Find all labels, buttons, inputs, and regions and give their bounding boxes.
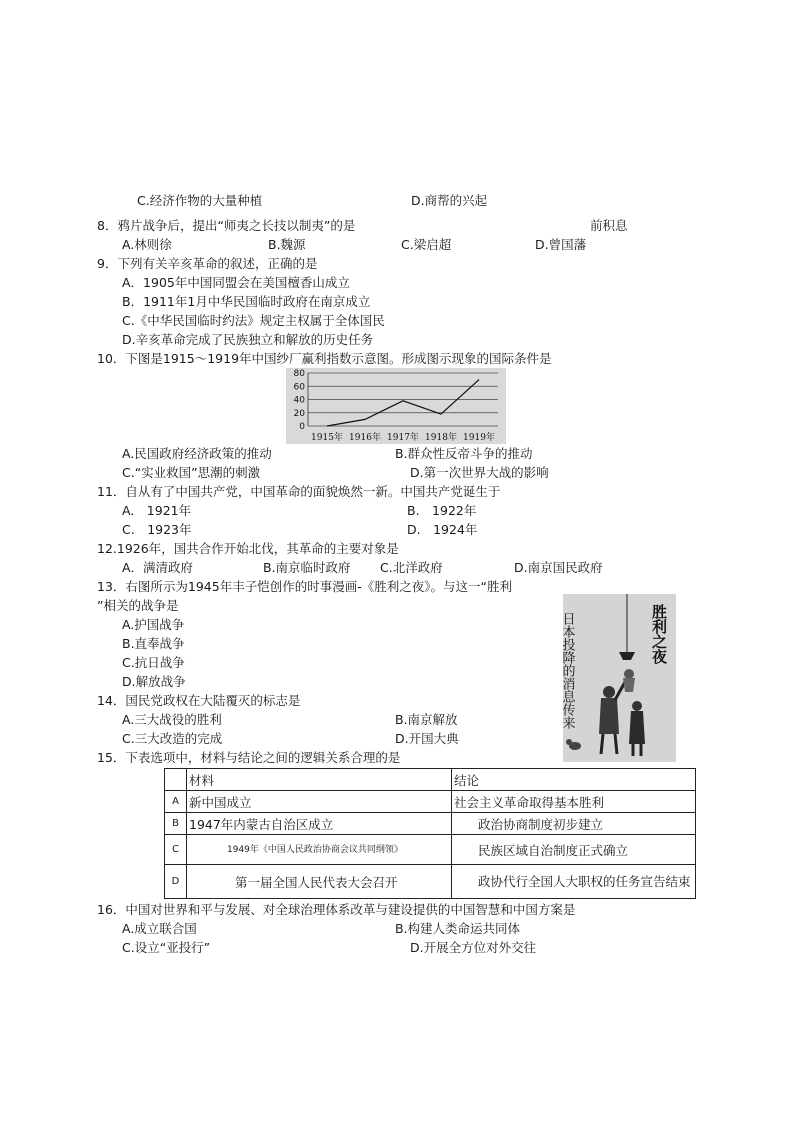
row-conclusion: 政协代行全国人大职权的任务宣告结束 — [452, 865, 696, 899]
q10-stem: 10．下图是1915～1919年中国纱厂赢利指数示意图。形成图示现象的国际条件是 — [97, 351, 552, 366]
q16-option-a: A.成立联合国 — [122, 921, 197, 936]
row-key: A — [165, 791, 187, 813]
q9-option-c: C.《中华民国临时约法》规定主权属于全体国民 — [122, 313, 385, 328]
cartoon-title: 胜利之夜 — [650, 604, 668, 664]
q9-option-d: D.辛亥革命完成了民族独立和解放的历史任务 — [122, 332, 374, 347]
y-tick-label: 60 — [293, 382, 305, 393]
q15-stem: 15．下表选项中，材料与结论之间的逻辑关系合理的是 — [97, 750, 401, 765]
q14-option-a: A.三大战役的胜利 — [122, 712, 222, 727]
row-key: D — [165, 865, 187, 899]
q8-option-b: B.魏源 — [268, 237, 306, 252]
x-tick-label: 1915年 — [311, 433, 343, 443]
q11-stem: 11．自从有了中国共产党，中国革命的面貌焕然一新。中国共产党诞生于 — [97, 484, 501, 499]
q13-option-c: C.抗日战争 — [122, 655, 185, 670]
x-tick-label: 1918年 — [425, 433, 457, 443]
q13-option-b: B.直奉战争 — [122, 636, 185, 651]
header-material: 材料 — [187, 769, 452, 791]
q16-option-b: B.构建人类命运共同体 — [395, 921, 521, 936]
q11-option-a: A. 1921年 — [122, 503, 192, 518]
q12-option-b: B.南京临时政府 — [263, 560, 351, 575]
q11-option-b: B. 1922年 — [407, 503, 477, 518]
row-material: 第一届全国人民代表大会召开 — [187, 865, 452, 899]
row-conclusion: 社会主义革命取得基本胜利 — [452, 791, 696, 813]
x-tick-label: 1917年 — [387, 433, 419, 443]
q8-option-d: D.曾国藩 — [535, 237, 587, 252]
q10-option-c: C.“实业救国”思潮的刺激 — [122, 465, 261, 480]
y-tick-label: 0 — [299, 422, 305, 432]
table-row — [165, 865, 696, 899]
q14-option-b: B.南京解放 — [395, 712, 458, 727]
x-tick-label: 1919年 — [463, 433, 495, 443]
q13-option-d: D.解放战争 — [122, 674, 186, 689]
q16-option-d: D.开展全方位对外交往 — [410, 940, 537, 955]
table-cell — [165, 769, 187, 791]
row-material: 1947年内蒙古自治区成立 — [187, 813, 452, 835]
q11-option-c: C. 1923年 — [122, 522, 192, 537]
q11-option-d: D. 1924年 — [407, 522, 478, 537]
q13-option-a: A.护国战争 — [122, 617, 185, 632]
q8-option-c: C.梁启超 — [401, 237, 452, 252]
row-material: 新中国成立 — [187, 791, 452, 813]
spinning-mill-profit-chart — [286, 368, 506, 444]
header-conclusion: 结论 — [452, 769, 696, 791]
table-row — [165, 791, 696, 813]
cartoon-caption: 日本投降的消息传来 — [559, 612, 575, 729]
q14-option-c: C.三大改造的完成 — [122, 731, 223, 746]
q9-option-a: A．1905年中国同盟会在美国檀香山成立 — [122, 275, 350, 290]
cartoon-drawing — [559, 594, 676, 762]
q9-stem: 9．下列有关辛亥革命的叙述，正确的是 — [97, 256, 318, 271]
x-tick-label: 1916年 — [349, 433, 381, 443]
q12-option-d: D.南京国民政府 — [514, 560, 603, 575]
q8-option-a: A.林则徐 — [122, 237, 172, 252]
q13-stem-line1: 13．右图所示为1945年丰子恺创作的时事漫画-《胜利之夜》。与这一“胜利 — [97, 579, 512, 594]
q10-option-d: D.第一次世界大战的影响 — [410, 465, 549, 480]
y-tick-label: 40 — [293, 395, 305, 406]
table-header-row — [165, 769, 696, 791]
q14-option-d: D.开国大典 — [395, 731, 459, 746]
q7-option-c: C.经济作物的大量种植 — [137, 193, 263, 208]
q13-stem-line2: ”相关的战争是 — [97, 598, 179, 613]
row-material: 1949年《中国人民政治协商会议共同纲领》 — [187, 835, 452, 865]
row-key: B — [165, 813, 187, 835]
q10-option-b: B.群众性反帝斗争的推动 — [395, 446, 533, 461]
row-conclusion: 政治协商制度初步建立 — [452, 813, 696, 835]
q7-option-d: D.商帮的兴起 — [411, 193, 488, 208]
q8-stem: 8．鸦片战争后，提出“师夷之长技以制夷”的是 — [97, 218, 356, 233]
victory-night-cartoon — [559, 594, 676, 762]
y-tick-label: 20 — [293, 408, 305, 419]
q10-option-a: A.民国政府经济政策的推动 — [122, 446, 272, 461]
q14-stem: 14．国民党政权在大陆覆灭的标志是 — [97, 693, 301, 708]
chart-svg — [286, 368, 506, 444]
row-key: C — [165, 835, 187, 865]
y-tick-label: 80 — [293, 369, 305, 379]
q16-stem: 16．中国对世界和平与发展、对全球治理体系改革与建设提供的中国智慧和中国方案是 — [97, 902, 576, 917]
q12-option-a: A．满清政府 — [122, 560, 194, 575]
q9-option-b: B．1911年1月中华民国临时政府在南京成立 — [122, 294, 371, 309]
q15-table — [164, 768, 696, 899]
table-row — [165, 813, 696, 835]
q12-stem: 12.1926年，国共合作开始北伐，其革命的主要对象是 — [97, 541, 399, 556]
q16-option-c: C.设立“亚投行” — [122, 940, 211, 955]
table-row — [165, 835, 696, 865]
q12-option-c: C.北洋政府 — [380, 560, 443, 575]
row-conclusion: 民族区域自治制度正式确立 — [452, 835, 696, 865]
q8-note: 前积息 — [590, 218, 628, 233]
